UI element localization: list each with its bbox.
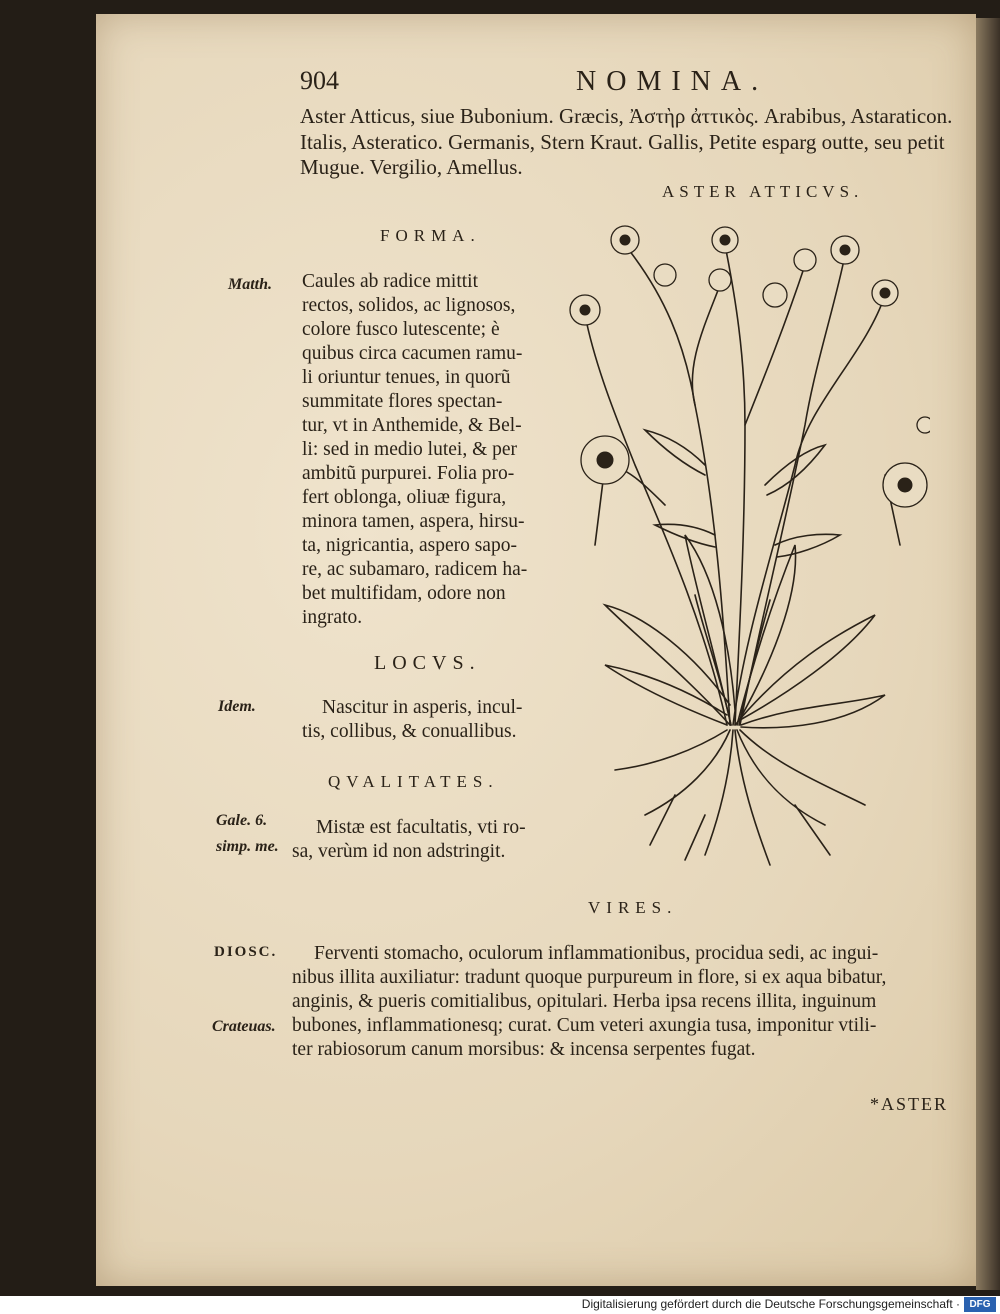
margin-note-gale: Gale. 6. — [216, 812, 268, 829]
nomina-line-2: Italis, Asteratico. Germanis, Stern Kraut. Gallis, Petite esparg outte, seu petit — [300, 130, 945, 154]
margin-note-idem: Idem. — [218, 698, 256, 715]
forma-line: ta, nigricantia, aspero sapo- — [302, 535, 517, 556]
forma-line: minora tamen, aspera, hirsu- — [302, 511, 525, 532]
forma-line: bet multifidam, odore non — [302, 583, 506, 604]
footer-credit: Digitalisierung gefördert durch die Deutsche Forschungsgemeinschaft · — [581, 1297, 960, 1311]
dfg-logo-icon: DFG — [964, 1297, 996, 1312]
vires-line: Ferventi stomacho, oculorum inflammationibus, procidua sedi, ac ingui- — [314, 943, 879, 964]
forma-line: li: sed in medio lutei, & per — [302, 439, 518, 460]
forma-line: ingrato. — [302, 607, 363, 628]
margin-note-simp: simp. me. — [216, 838, 279, 855]
forma-line: fert oblonga, oliuæ figura, — [302, 487, 507, 508]
running-head: NOMINA. — [576, 66, 769, 97]
page-edge — [976, 18, 1000, 1290]
forma-line: ambitũ purpurei. Folia pro- — [302, 463, 515, 484]
margin-note-crateuas: Crateuas. — [212, 1018, 276, 1035]
forma-line: summitate flores spectan- — [302, 391, 503, 412]
aster-atticus-woodcut — [545, 205, 930, 870]
section-heading-forma: FORMA. — [380, 226, 481, 245]
locus-line: Nascitur in asperis, incul- — [322, 697, 523, 718]
locus-line: tis, collibus, & conuallibus. — [302, 721, 517, 742]
forma-line: Caules ab radice mittit — [302, 271, 478, 292]
margin-note-diosc: DIOSC. — [214, 944, 278, 960]
catchword: *ASTER — [870, 1094, 949, 1114]
section-heading-vires: VIRES. — [588, 898, 678, 917]
page-number: 904 — [300, 66, 339, 95]
forma-line: colore fusco lutescente; è — [302, 319, 500, 340]
vires-line: anginis, & pueris comitialibus, opitulari. Herba ipsa recens illita, inguinum — [292, 991, 877, 1012]
section-heading-qualitates: QVALITATES. — [328, 772, 499, 791]
forma-line: rectos, solidos, ac lignosos, — [302, 295, 516, 316]
forma-line: re, ac subamaro, radicem ha- — [302, 559, 528, 580]
vires-line: ter rabiosorum canum morsibus: & incensa serpentes fugat. — [292, 1039, 756, 1060]
nomina-line-1: Aster Atticus, siue Bubonium. Græcis, Ἀστὴρ ἀττικὸς. Arabibus, Astaraticon. — [300, 104, 953, 128]
forma-line: li oriuntur tenues, in quorũ — [302, 367, 511, 388]
vires-line: nibus illita auxiliatur: tradunt quoque purpureum in flore, si ex aqua bibatur, — [292, 967, 887, 988]
forma-line: quibus circa cacumen ramu- — [302, 343, 523, 364]
forma-line: tur, vt in Anthemide, & Bel- — [302, 415, 522, 436]
qualitates-line: Mistæ est facultatis, vti ro- — [316, 817, 526, 838]
qualitates-line: sa, verùm id non adstringit. — [292, 841, 506, 862]
vires-line: bubones, inflammationesq; curat. Cum veteri axungia tusa, imponitur vtili- — [292, 1015, 877, 1036]
nomina-line-3: Mugue. Vergilio, Amellus. — [300, 155, 523, 179]
margin-note-matth: Matth. — [228, 276, 273, 293]
plate-title: ASTER ATTICVS. — [662, 182, 864, 201]
section-heading-locus: LOCVS. — [374, 652, 481, 674]
digitization-footer — [0, 1296, 1000, 1314]
